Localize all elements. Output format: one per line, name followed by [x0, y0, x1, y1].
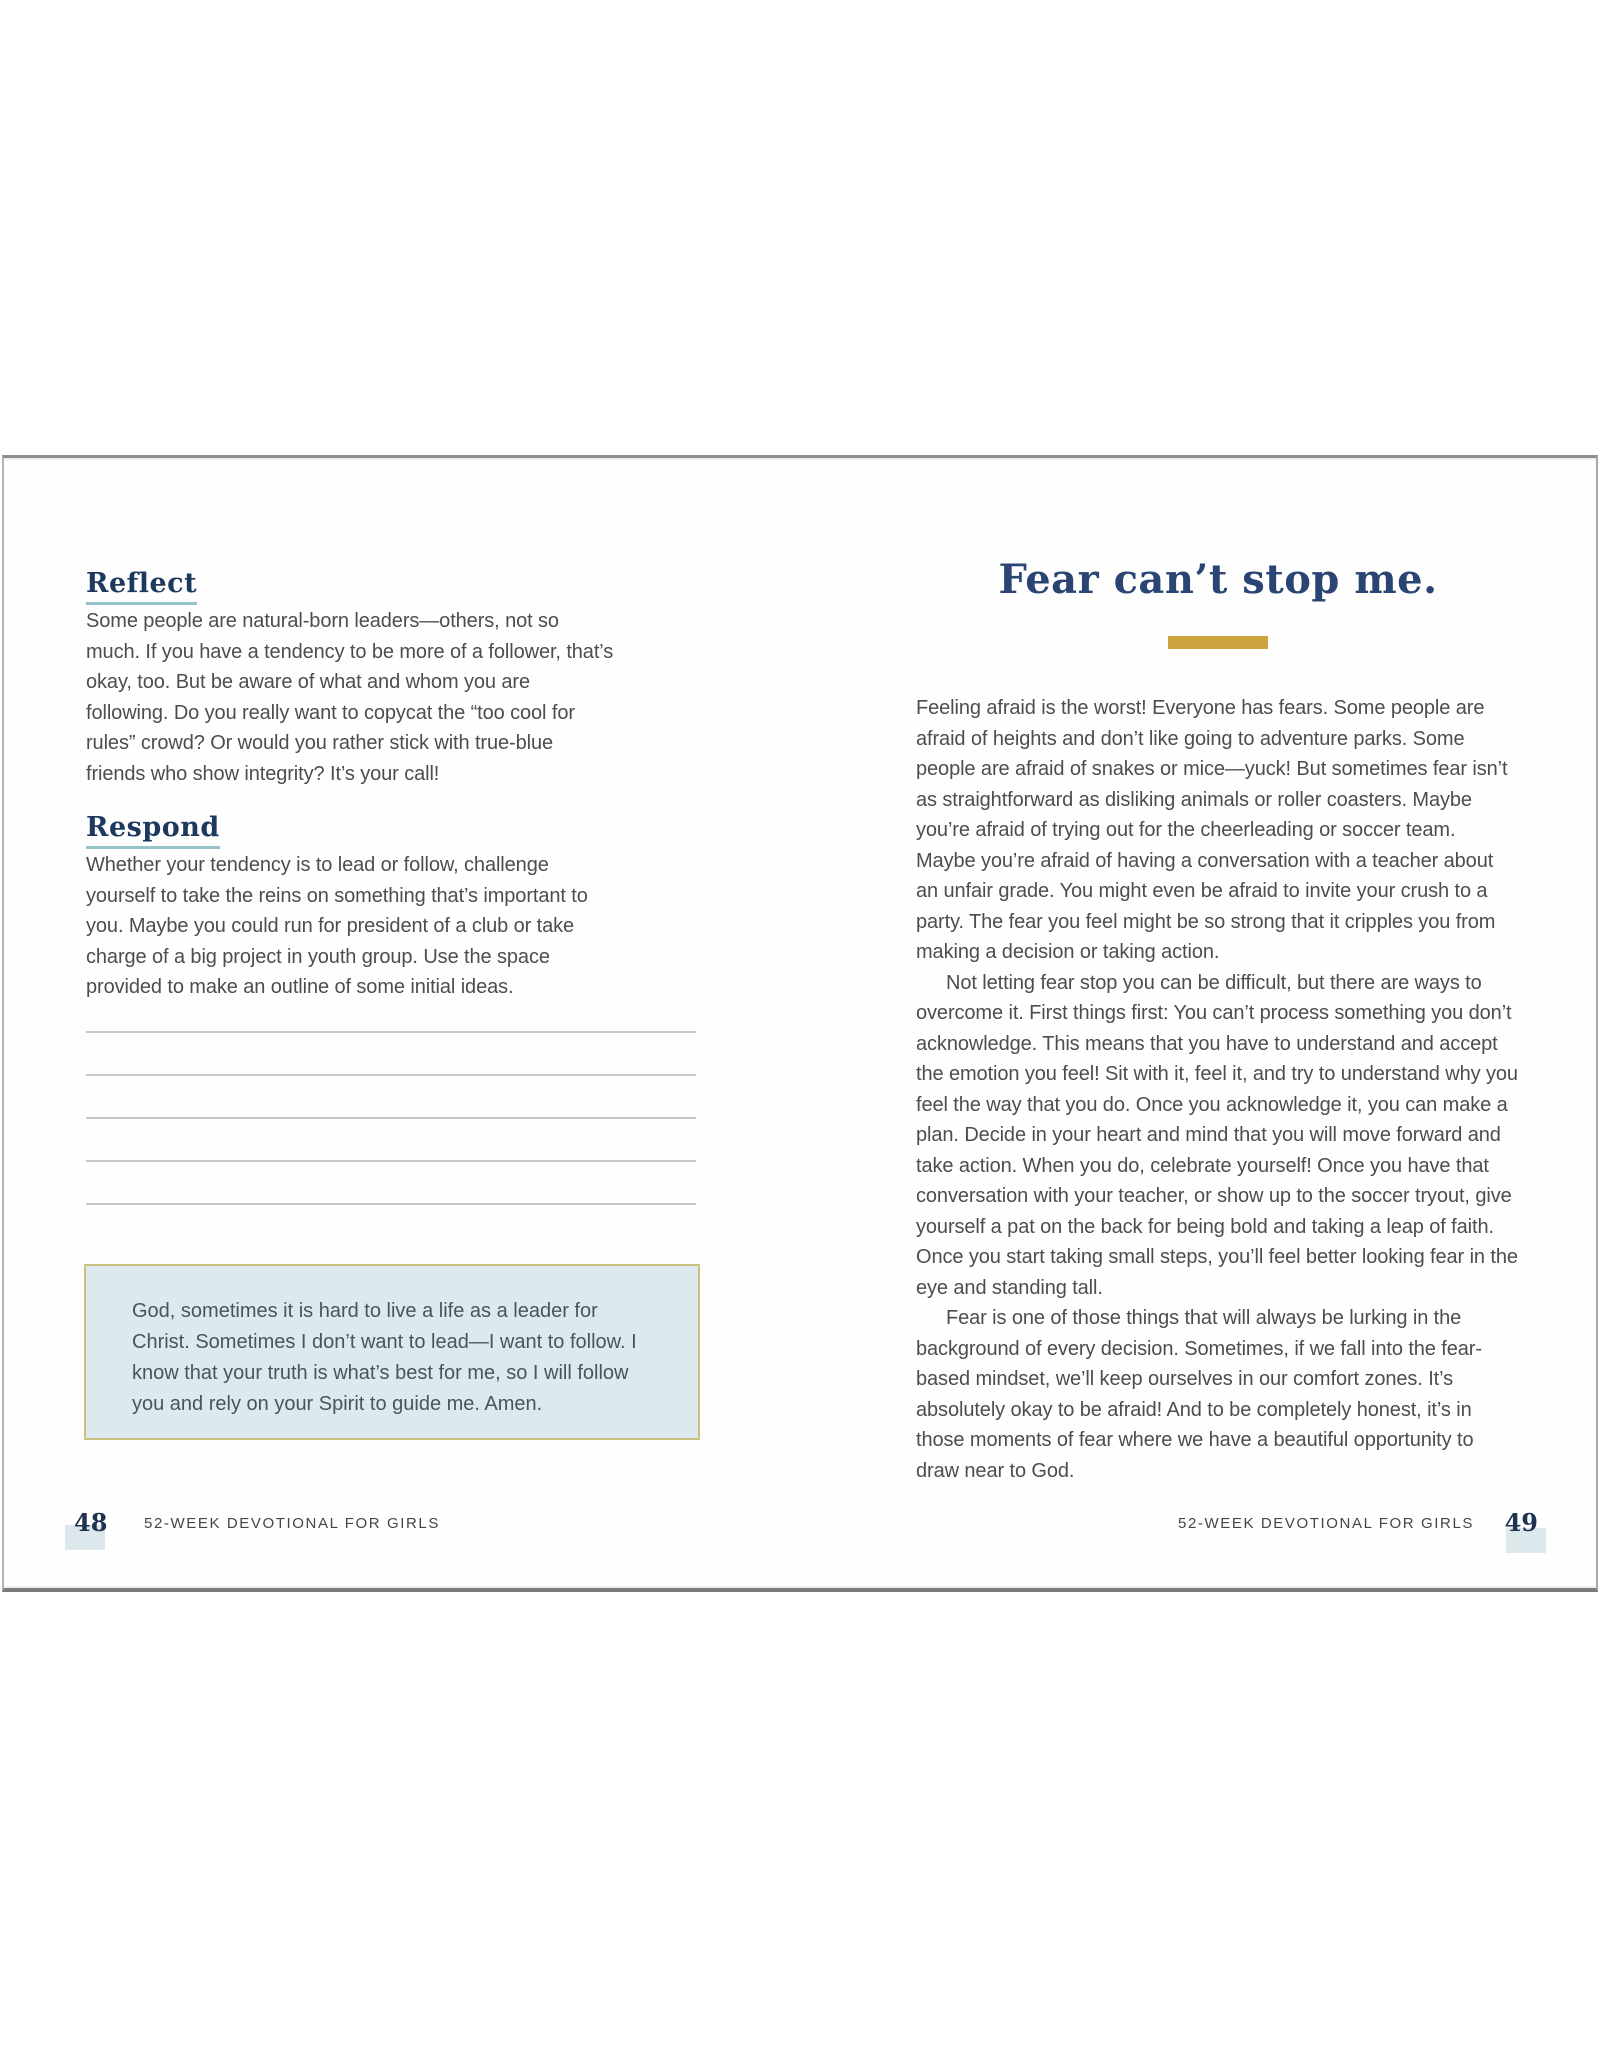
footer-title-left: 52-WEEK DEVOTIONAL FOR GIRLS: [144, 1515, 440, 1532]
right-page-column: [916, 556, 1520, 1486]
book-spread: [2, 455, 1598, 1592]
page-number-right: 49: [1504, 1508, 1538, 1537]
prayer-text: God, sometimes it is hard to live a life as a leader for Christ. Sometimes I don’t want to lead—I want to follow. I know that your truth is what’s best for me, so I will follow you and rely on your Spirit to guide me. Amen.: [132, 1300, 637, 1415]
writing-line: [86, 1117, 696, 1160]
respond-heading: [86, 812, 220, 849]
gold-accent-bar: [1168, 636, 1268, 649]
body-paragraph: Fear is one of those things that will always be lurking in the background of every decision. Sometimes, if we fall into the fear-based mindset, we’ll keep ourselves in our comfort zones. It’s absolutely okay to be afraid! And to be completely honest, it’s in those moments of fear where we have a beautiful opportunity to draw near to God.: [916, 1307, 1482, 1482]
writing-lines: [86, 1031, 696, 1246]
reflect-heading: [86, 568, 197, 605]
reflect-paragraph: Some people are natural-born leaders—others, not so much. If you have a tendency to be more of a follower, that’s okay, too. But be aware of what and whom you are following. Do you really want to copycat the “too cool for rules” crowd? Or would you rather stick with true-blue friends who show integrity? It’s your call!: [86, 610, 614, 785]
page-number-left: 48: [74, 1508, 108, 1537]
writing-line: [86, 1203, 696, 1246]
writing-line: [86, 1160, 696, 1203]
writing-line: [86, 1031, 696, 1074]
respond-heading-text: Respond: [86, 812, 220, 849]
prayer-box: [84, 1264, 700, 1440]
reflect-heading-text: Reflect: [86, 568, 197, 605]
body-paragraph: Feeling afraid is the worst! Everyone has fears. Some people are afraid of heights and don’t like going to adventure parks. Some people are afraid of snakes or mice—yuck! But sometimes fear isn’t as straightforward as disliking animals or roller coasters. Maybe you’re afraid of trying out for the cheerleading or soccer team. Maybe you’re afraid of having a conversation with a teacher about an unfair grade. You might even be afraid to invite your crush to a party. The fear you feel might be so strong that it cripples you from making a decision or taking action.: [916, 697, 1508, 963]
footer-title-right: 52-WEEK DEVOTIONAL FOR GIRLS: [1178, 1515, 1474, 1532]
chapter-title: Fear can’t stop me.: [998, 556, 1438, 603]
writing-line: [86, 1074, 696, 1117]
respond-paragraph: Whether your tendency is to lead or follow, challenge yourself to take the reins on something that’s important to you. Maybe you could run for president of a club or take charge of a big project in youth group. Use the space provided to make an outline of some initial ideas.: [86, 854, 588, 998]
body-paragraph: Not letting fear stop you can be difficult, but there are ways to overcome it. First things first: You can’t process something you don’t acknowledge. This means that you have to understand and accept the emotion you feel! Sit with it, feel it, and try to understand why you feel the way that you do. Once you acknowledge it, you can make a plan. Decide in your heart and mind that you will move forward and take action. When you do, celebrate yourself! Once you have that conversation with your teacher, or show up to the soccer tryout, give yourself a pat on the back for being bold and taking a leap of faith. Once you start taking small steps, you’ll feel better looking fear in the eye and standing tall.: [916, 971, 1518, 1299]
